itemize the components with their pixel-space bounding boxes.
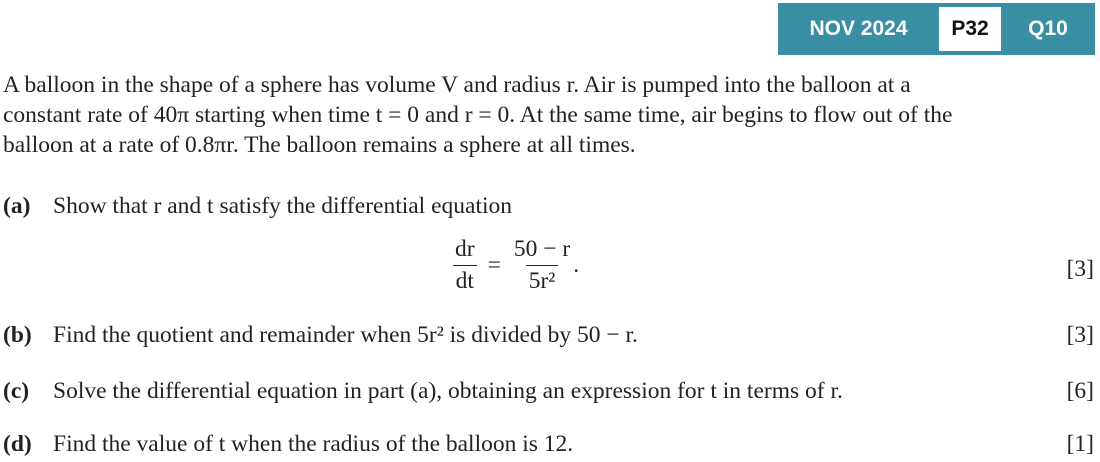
part-b: [3, 322, 638, 349]
lhs-numerator: dr: [455, 236, 475, 262]
part-a-text: Show that r and t satisfy the differential equation: [53, 193, 513, 219]
rhs-numerator: 50 − r: [513, 236, 571, 262]
part-a: [3, 193, 512, 220]
part-c-text: Solve the differential equation in part (a), obtaining an expression for t in terms of r.: [53, 378, 843, 404]
rhs-fraction: [511, 236, 573, 295]
question-intro: [3, 70, 1095, 160]
part-c-label: (c): [3, 378, 30, 404]
paper-number: P32: [939, 7, 1001, 51]
question-badge: [778, 3, 1095, 55]
part-b-text: Find the quotient and remainder when 5r² is divided by 50 − r.: [53, 322, 638, 348]
part-c: [3, 378, 843, 405]
part-d-text: Find the value of t when the radius of the balloon is 12.: [53, 431, 574, 457]
part-d: [3, 431, 573, 458]
exam-date: NOV 2024: [809, 17, 908, 40]
intro-line-1: A balloon in the shape of a sphere has volume V and radius r. Air is pumped into the balloon at a: [3, 72, 911, 98]
part-a-marks: [3]: [1066, 256, 1094, 282]
part-d-label: (d): [3, 431, 32, 457]
part-b-marks: [3]: [1066, 322, 1094, 348]
intro-line-3: balloon at a rate of 0.8πr. The balloon remains a sphere at all times.: [3, 132, 636, 158]
intro-line-2: constant rate of 40π starting when time t = 0 and r = 0. At the same time, air begins to flow out of the: [3, 102, 953, 128]
lhs-fraction: [452, 236, 478, 295]
equation-period: .: [573, 252, 580, 278]
part-d-marks: [1]: [1066, 431, 1094, 457]
differential-equation: [452, 236, 579, 295]
part-c-marks: [6]: [1066, 378, 1094, 404]
equals-sign: =: [487, 252, 501, 278]
part-a-label: (a): [3, 193, 31, 219]
lhs-denominator: dt: [453, 265, 477, 295]
rhs-denominator: 5r²: [526, 265, 559, 295]
part-b-label: (b): [3, 322, 32, 348]
question-number: Q10: [1028, 17, 1068, 40]
